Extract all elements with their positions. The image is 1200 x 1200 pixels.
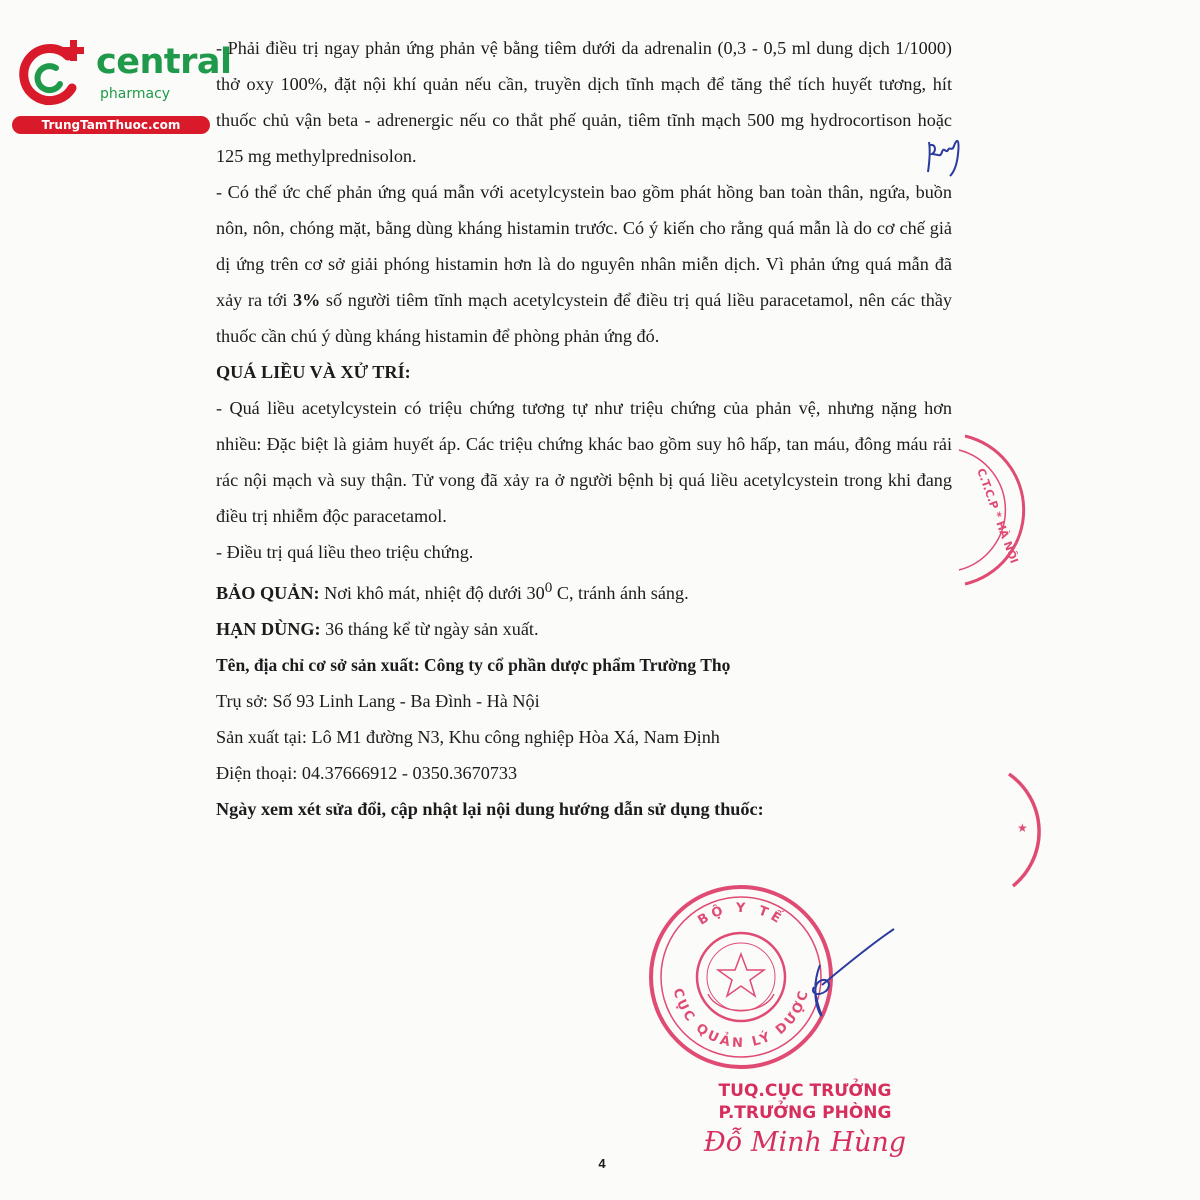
signer-block xyxy=(680,1080,930,1160)
signer-name: Đỗ Minh Hùng xyxy=(703,1127,907,1158)
official-signature-icon xyxy=(790,925,900,1025)
logo-subtitle: pharmacy xyxy=(100,86,171,102)
logo-url: TrungTamThuoc.com xyxy=(12,116,210,134)
page-number: 4 xyxy=(598,1156,606,1171)
hypersensitivity-percent: 3% xyxy=(293,290,321,310)
signer-title-2: P.TRƯỞNG PHÒNG xyxy=(718,1103,892,1123)
storage-label: BẢO QUẢN: xyxy=(216,583,320,604)
expiry-text: 36 tháng kể từ ngày sản xuất. xyxy=(320,619,539,640)
hypersensitivity-paragraph xyxy=(216,174,952,354)
manufacturer-head-office: Trụ sở: Số 93 Linh Lang - Ba Đình - Hà Nội xyxy=(216,691,540,712)
stamp-top-text: BỘ Y TẾ xyxy=(695,900,787,929)
manufacturer-phone: Điện thoại: 04.37666912 - 0350.3670733 xyxy=(216,763,518,784)
stamp-arc-partial xyxy=(1005,770,1045,890)
manufacturer-name: Tên, địa chỉ cơ sở sản xuất: Công ty cổ phần dược phẩm Trường Thọ xyxy=(216,655,731,676)
storage-text: Nơi khô mát, nhiệt độ dưới 30 xyxy=(319,583,545,604)
overdose-treatment: - Điều trị quá liều theo triệu chứng. xyxy=(216,542,474,562)
side-stamp-text: C.T.C.P * HÀ NỘI xyxy=(974,466,1021,566)
hypersensitivity-text-2: số người tiêm tĩnh mạch acetylcystein để điều trị quá liều paracetamol, nên các thầy thuốc cần chú ý dùng kháng histamin để phòng phản ứng đó. xyxy=(216,290,952,346)
stamp-bottom-text: CỤC QUẢN LÝ DƯỢC xyxy=(669,986,813,1052)
svg-text:★: ★ xyxy=(1017,821,1028,835)
manufacturer-factory: Sản xuất tại: Lô M1 đường N3, Khu công nghiệp Hòa Xá, Nam Định xyxy=(216,727,720,748)
initials-signature-icon xyxy=(920,132,970,180)
svg-text:BỘ Y TẾ xyxy=(695,901,787,929)
review-date-label: Ngày xem xét sửa đổi, cập nhật lại nội dung hướng dẫn sử dụng thuốc: xyxy=(216,799,764,820)
document-body xyxy=(216,30,952,827)
central-pharmacy-logo xyxy=(10,36,232,136)
storage-line xyxy=(216,570,952,611)
expiry-label: HẠN DÙNG: xyxy=(216,619,321,640)
storage-superscript: 0 xyxy=(544,579,553,596)
anaphylaxis-treatment-paragraph: - Phải điều trị ngay phản ứng phản vệ bằng tiêm dưới da adrenalin (0,3 - 0,5 ml dung dịch 1/1000) thở oxy 100%, đặt nội khí quản nếu cần, truyền dịch tĩnh mạch để tăng thể tích huyết tương, hít thuốc chủ vận beta - adrenergic nếu co thắt phế quản, tiêm tĩnh mạch 500 mg hydrocortison hoặc 125 mg methylprednisolon. xyxy=(216,38,952,166)
storage-text-after: C, tránh ánh sáng. xyxy=(552,583,689,604)
overdose-paragraph: - Quá liều acetylcystein có triệu chứng tương tự như triệu chứng của phản vệ, nhưng nặng hơn nhiều: Đặc biệt là giảm huyết áp. Các triệu chứng khác bao gồm suy hô hấp, tan máu, đông máu rải rác nội mạch và suy thận. Tử vong đã xảy ra ở người bệnh bị quá liều acetylcystein trong khi đang điều trị nhiễm độc paracetamol. xyxy=(216,398,952,526)
pharmacy-cross-icon xyxy=(10,36,90,116)
company-stamp-partial xyxy=(955,430,1021,590)
overdose-heading: QUÁ LIỀU VÀ XỬ TRÍ: xyxy=(216,362,411,382)
hypersensitivity-text-1: - Có thể ức chế phản ứng quá mẫn với acetylcystein bao gồm phát hồng ban toàn thân, ngứa, buồn nôn, nôn, chóng mặt, bằng dùng kháng histamin trước. Có ý kiến cho rằng quá mẫn là do cơ chế giả dị ứng trên cơ sở giải phóng histamin hơn là do nguyên nhân miễn dịch. Vì phản ứng quá mẫn đã xảy ra tới xyxy=(216,182,952,310)
expiry-line xyxy=(216,611,952,647)
logo-name: central xyxy=(96,42,232,82)
signer-title-1: TUQ.CỤC TRƯỞNG xyxy=(718,1081,892,1101)
